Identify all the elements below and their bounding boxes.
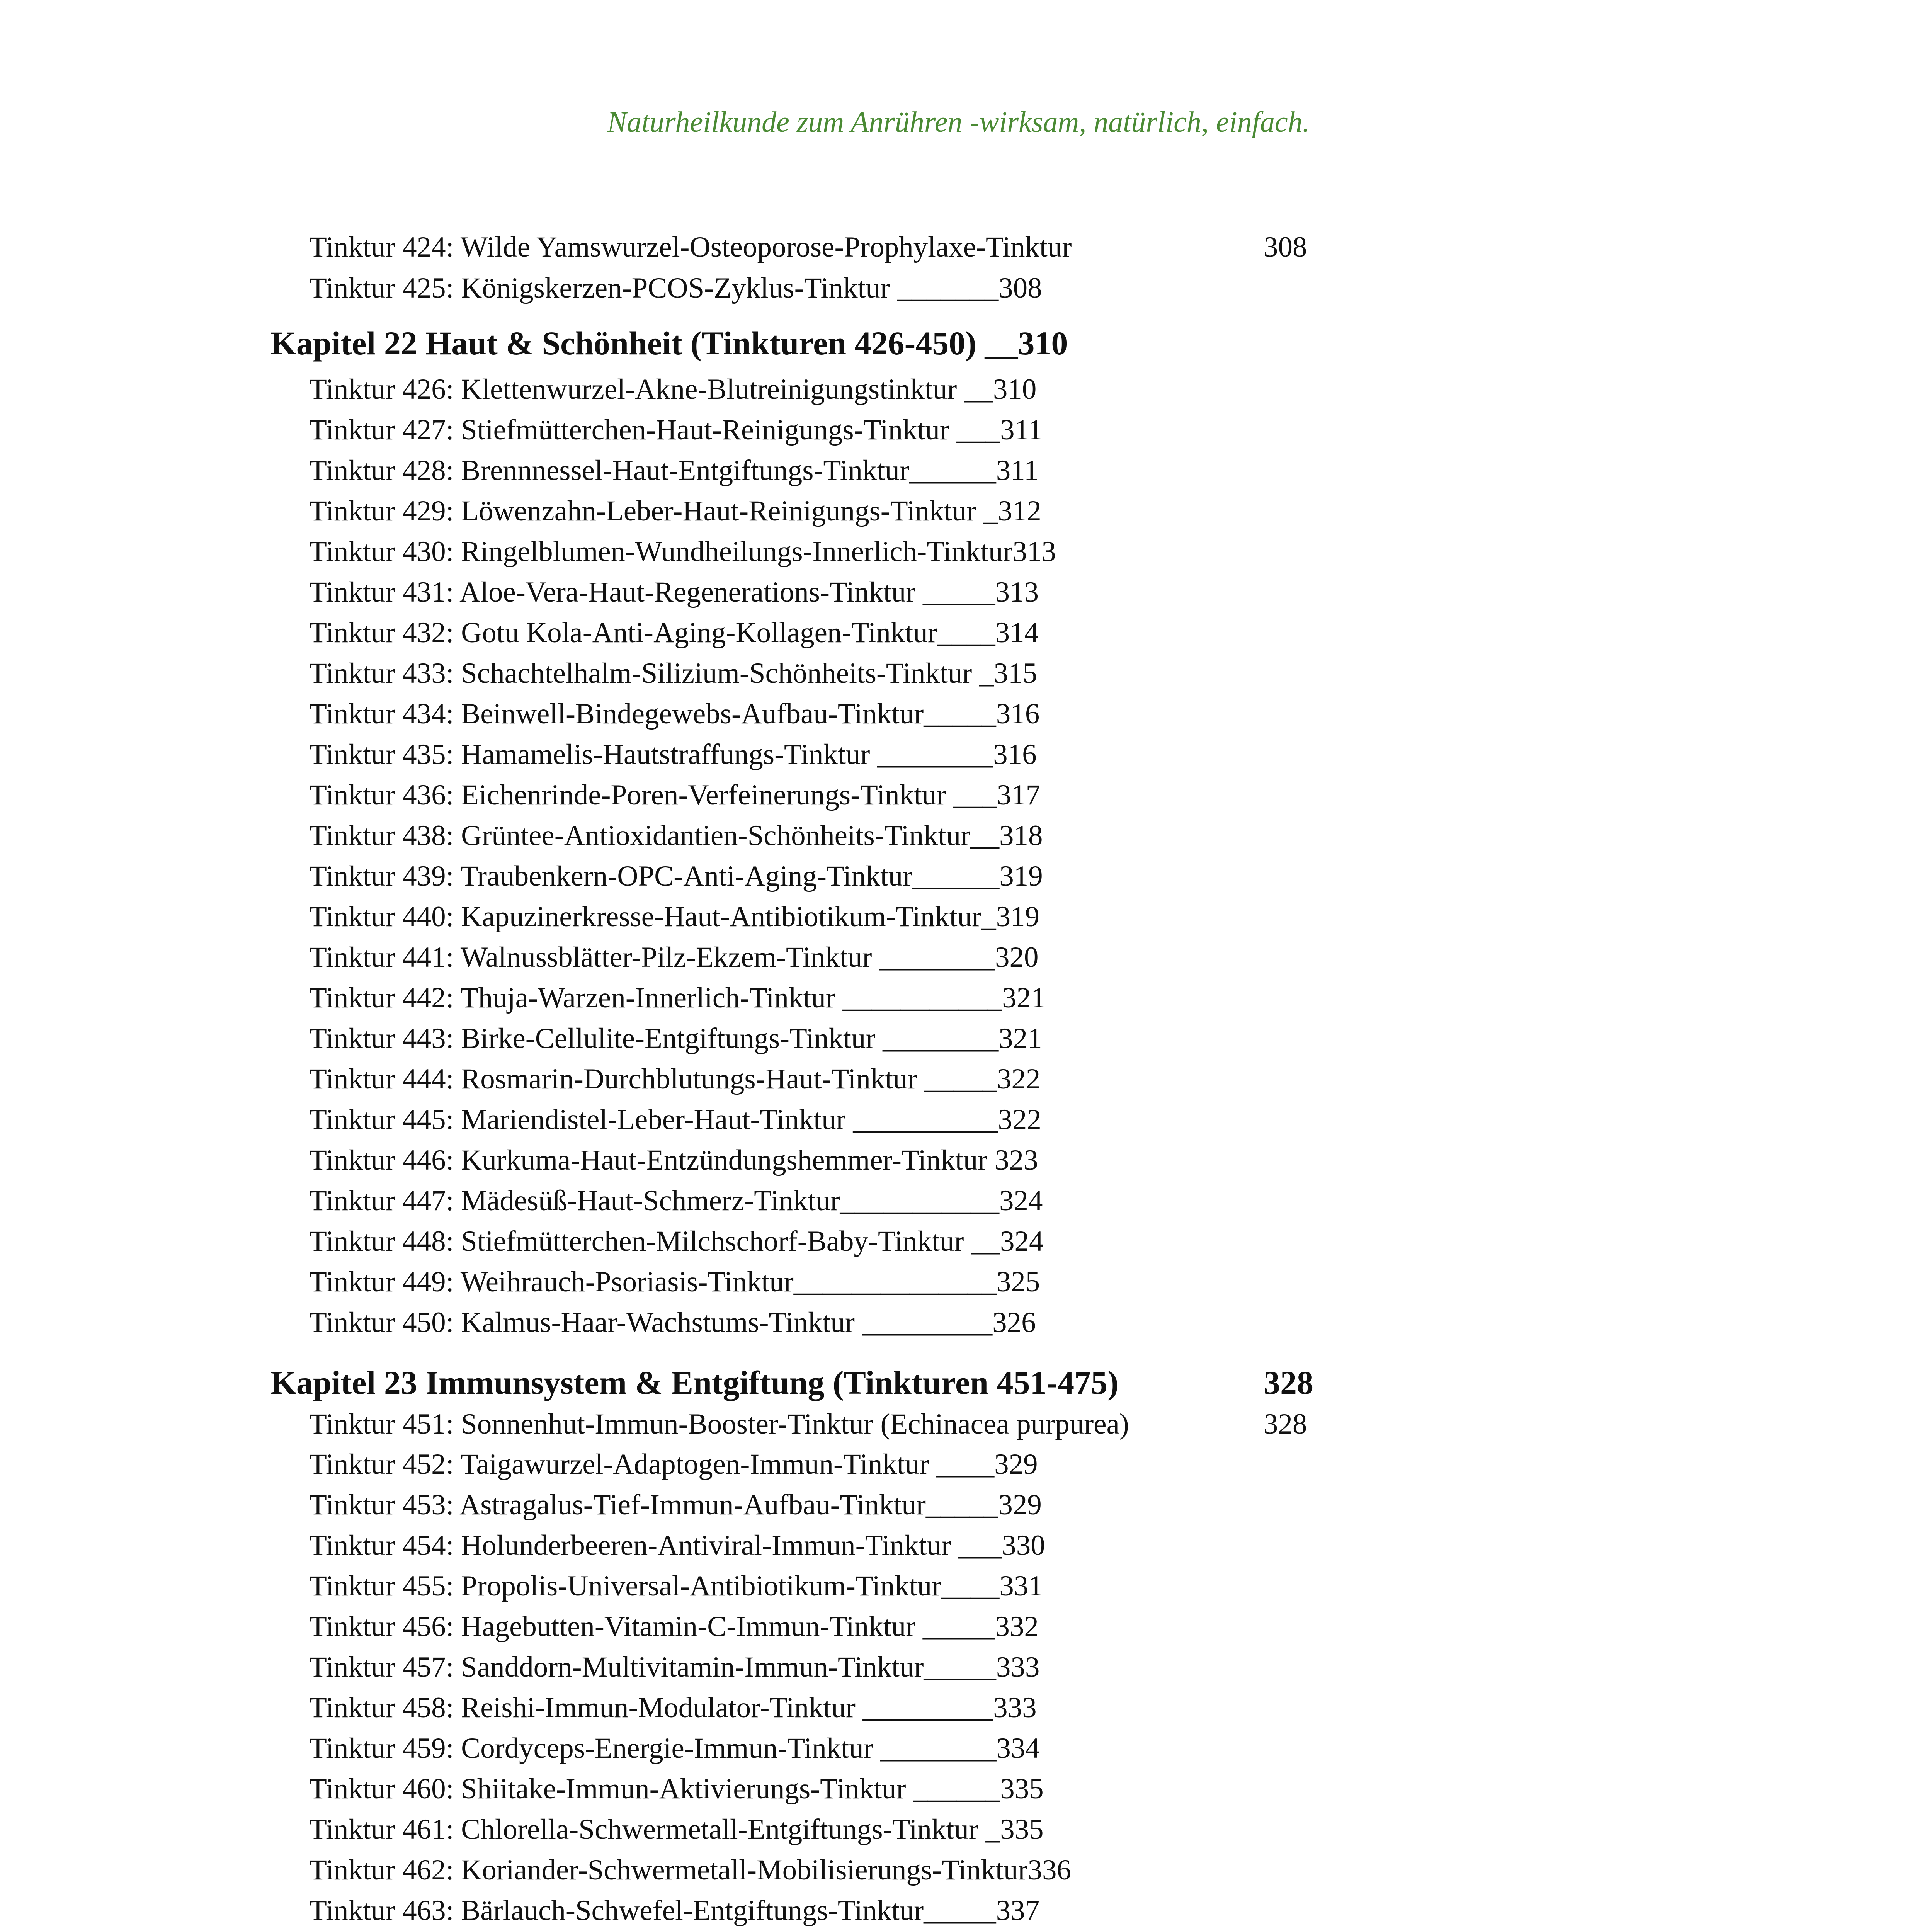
toc-entry: Tinktur 453: Astragalus-Tief-Immun-Aufbau-Tinktur_____329 [309,1489,1042,1521]
toc-entry: Tinktur 432: Gotu Kola-Anti-Aging-Kollagen-Tinktur____314 [309,617,1039,649]
toc-entry: Tinktur 427: Stiefmütterchen-Haut-Reinigungs-Tinktur ___311 [309,414,1043,446]
toc-entry: Tinktur 430: Ringelblumen-Wundheilungs-Innerlich-Tinktur313 [309,536,1056,568]
toc-entry: Tinktur 436: Eichenrinde-Poren-Verfeinerungs-Tinktur ___317 [309,779,1041,811]
toc-entry: Tinktur 440: Kapuzinerkresse-Haut-Antibiotikum-Tinktur_319 [309,901,1040,933]
toc-entry: Tinktur 433: Schachtelhalm-Silizium-Schönheits-Tinktur _315 [309,657,1038,689]
toc-chapter-heading: Kapitel 22 Haut & Schönheit (Tinkturen 426-450) __310 [270,325,1068,362]
toc-entry: Tinktur 456: Hagebutten-Vitamin-C-Immun-Tinktur _____332 [309,1611,1039,1643]
toc-entry: Tinktur 424: Wilde Yamswurzel-Osteoporose-Prophylaxe-Tinktur [309,231,1072,263]
toc-chapter-heading: Kapitel 23 Immunsystem & Entgiftung (Tinkturen 451-475) [270,1364,1119,1401]
toc-entry: Tinktur 434: Beinwell-Bindegewebs-Aufbau-Tinktur_____316 [309,698,1040,730]
toc-entry: Tinktur 443: Birke-Cellulite-Entgiftungs-Tinktur ________321 [309,1022,1042,1054]
toc-entry: Tinktur 457: Sanddorn-Multivitamin-Immun-Tinktur_____333 [309,1651,1040,1683]
toc-entry: Tinktur 458: Reishi-Immun-Modulator-Tinktur _________333 [309,1692,1037,1724]
toc-entry: Tinktur 429: Löwenzahn-Leber-Haut-Reinigungs-Tinktur _312 [309,495,1041,527]
toc-entry: Tinktur 454: Holunderbeeren-Antiviral-Immun-Tinktur ___330 [309,1529,1045,1561]
toc-entry: Tinktur 439: Traubenkern-OPC-Anti-Aging-Tinktur______319 [309,860,1043,892]
toc-entry: Tinktur 461: Chlorella-Schwermetall-Entgiftungs-Tinktur _335 [309,1813,1044,1845]
toc-entry: Tinktur 451: Sonnenhut-Immun-Booster-Tinktur (Echinacea purpurea) [309,1408,1129,1440]
toc-page-number: 328 [1264,1364,1313,1401]
toc-entry: Tinktur 441: Walnussblätter-Pilz-Ekzem-Tinktur ________320 [309,941,1039,973]
toc-entry: Tinktur 425: Königskerzen-PCOS-Zyklus-Tinktur _______308 [309,272,1042,304]
toc-entry: Tinktur 431: Aloe-Vera-Haut-Regenerations-Tinktur _____313 [309,576,1039,608]
toc-entry: Tinktur 445: Mariendistel-Leber-Haut-Tinktur __________322 [309,1104,1041,1136]
toc-page-number: 308 [1264,231,1307,263]
toc-entry: Tinktur 448: Stiefmütterchen-Milchschorf-Baby-Tinktur __324 [309,1225,1044,1257]
toc-entry: Tinktur 435: Hamamelis-Hautstraffungs-Tinktur ________316 [309,738,1037,770]
toc-entry: Tinktur 444: Rosmarin-Durchblutungs-Haut-Tinktur _____322 [309,1063,1041,1095]
toc-entry: Tinktur 449: Weihrauch-Psoriasis-Tinktur______________325 [309,1266,1040,1298]
toc-entry: Tinktur 452: Taigawurzel-Adaptogen-Immun-Tinktur ____329 [309,1448,1038,1480]
toc-entry: Tinktur 462: Koriander-Schwermetall-Mobilisierungs-Tinktur336 [309,1854,1071,1886]
toc-entry: Tinktur 459: Cordyceps-Energie-Immun-Tinktur ________334 [309,1732,1040,1764]
toc-entry: Tinktur 438: Grüntee-Antioxidantien-Schönheits-Tinktur__318 [309,820,1043,852]
toc-entry: Tinktur 450: Kalmus-Haar-Wachstums-Tinktur _________326 [309,1306,1036,1338]
toc-entry: Tinktur 447: Mädesüß-Haut-Schmerz-Tinktur___________324 [309,1185,1043,1217]
toc-entry: Tinktur 455: Propolis-Universal-Antibiotikum-Tinktur____331 [309,1570,1043,1602]
running-header: Naturheilkunde zum Anrühren -wirksam, natürlich, einfach. [607,106,1310,138]
toc-entry: Tinktur 460: Shiitake-Immun-Aktivierungs-Tinktur ______335 [309,1773,1044,1805]
toc-entry: Tinktur 442: Thuja-Warzen-Innerlich-Tinktur ___________321 [309,982,1046,1014]
toc-entry: Tinktur 463: Bärlauch-Schwefel-Entgiftungs-Tinktur_____337 [309,1895,1040,1927]
toc-page-number: 328 [1264,1408,1307,1440]
toc-entry: Tinktur 426: Klettenwurzel-Akne-Blutreinigungstinktur __310 [309,373,1037,405]
toc-entry: Tinktur 428: Brennnessel-Haut-Entgiftungs-Tinktur______311 [309,454,1039,486]
toc-entry: Tinktur 446: Kurkuma-Haut-Entzündungshemmer-Tinktur 323 [309,1144,1038,1176]
